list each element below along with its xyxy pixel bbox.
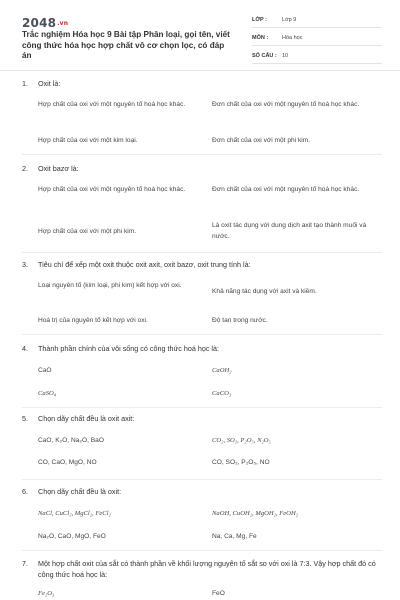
question-stem [22,259,382,270]
option-b[interactable]: CaOH₂ [212,367,232,374]
option-c[interactable]: CO, CaO, MgO, NO [38,459,97,466]
question-number: 3. [22,260,28,269]
meta-value: Hóa học [282,35,303,41]
question-stem [22,486,382,497]
question-number: 7. [22,559,28,568]
question-stem [22,78,382,89]
option-b[interactable]: Khả năng tác dụng với axit và kiềm. [212,288,317,295]
option-d[interactable]: CaCO₃ [212,390,232,397]
option-c[interactable]: Hoá trị của nguyên tố kết hợp với oxi. [38,317,148,324]
meta-label: LỚP : [252,17,267,23]
question-number: 1. [22,79,28,88]
question-number: 2. [22,164,28,173]
option-d[interactable]: Độ tan trong nước. [212,317,268,324]
question-3 [22,259,382,324]
logo-text: 2048 [22,16,57,30]
question-5 [22,413,382,466]
header [0,0,400,71]
option-a[interactable]: Fe₂O₃ [38,590,55,597]
option-a[interactable]: CaO [38,367,52,374]
meta-value: 10 [282,53,289,59]
meta-row-count [252,49,382,64]
question-7 [22,558,382,597]
divider [22,550,382,551]
page-title: Trắc nghiệm Hóa học 9 Bài tập Phân loại, gọi tên, viết công thức hóa học hợp chất vô cơ chọn lọc, có đáp án [22,30,230,60]
option-b[interactable]: Đơn chất của oxi với một nguyên tố hoá học khác. [212,186,360,193]
divider [22,252,382,253]
divider [22,407,382,408]
option-c[interactable]: Hợp chất của oxi với một phi kim. [38,228,137,235]
question-stem [22,413,382,424]
question-stem [22,558,382,580]
option-b[interactable]: NaOH, CuOH₂, MgOH₂, FeOH₂ [212,510,298,517]
question-text: Tiêu chí để xếp một oxit thuộc oxit axit, oxit bazơ, oxit trung tính là: [38,260,251,269]
question-stem [22,343,382,354]
meta-value: Lớp 9 [282,17,297,23]
question-number: 6. [22,487,28,496]
divider [22,479,382,480]
option-a[interactable]: CaO, K₂O, Na₂O, BaO [38,437,104,444]
question-text: Thành phần chính của vôi sống có công thức hoá học là: [38,344,220,353]
question-text: Chọn dãy chất đều là oxit: [38,487,122,496]
option-a[interactable]: Loại nguyên tố (kim loại, phi kim) kết hợp với oxi. [38,282,182,289]
question-4 [22,343,382,397]
meta-row-subject [252,31,382,46]
option-b[interactable]: Đơn chất của oxi với một nguyên tố hoá học khác. [212,101,360,108]
site-logo[interactable] [22,16,68,30]
option-c[interactable]: Na₂O, CaO, MgO, FeO [38,533,106,540]
option-c[interactable]: Hợp chất của oxi với một kim loại. [38,137,138,144]
meta-info [252,13,382,67]
option-d[interactable]: CO, SO₂, P₂O₅, NO [212,459,270,466]
option-b[interactable]: FeO [212,590,225,597]
meta-label: MÔN : [252,35,269,41]
option-d[interactable]: Na, Ca, Mg, Fe [212,533,257,540]
question-text: Oxit là: [38,79,61,88]
option-d[interactable]: Đơn chất của oxi với một phi kim. [212,137,311,144]
question-6 [22,486,382,540]
option-d[interactable]: Là oxit tác dụng với dung dịch axit tạo thành muối và nước. [212,222,367,240]
option-a[interactable]: Hợp chất của oxi với một nguyên tố hoá học khác. [38,101,186,108]
question-text: Chọn dãy chất đều là oxit axit: [38,414,135,423]
question-1 [22,78,382,144]
question-text: Oxit bazơ là: [38,164,79,173]
option-c[interactable]: CaSO₄ [38,390,57,397]
divider [22,154,382,155]
question-number: 5. [22,414,28,423]
divider [22,334,382,335]
logo-suffix: .vn [57,20,69,27]
question-number: 4. [22,344,28,353]
option-b[interactable]: CO₂, SO₂, P₂O₅, N₂O₅ [212,437,271,444]
question-2 [22,163,382,240]
question-text: Một hợp chất oxit của sắt có thành phần về khối lượng nguyên tố sắt so với oxi là 7:3. Vậy hợp chất đó có công thức hoá học là: [38,559,376,579]
option-a[interactable]: Hợp chất của oxi với một nguyên tố hoá học khác. [38,186,186,193]
meta-label: SỐ CÂU : [252,53,277,59]
question-stem [22,163,382,174]
meta-row-class [252,13,382,28]
option-a[interactable]: NaCl, CuCl₂, MgCl₂, FeCl₂ [38,510,111,517]
